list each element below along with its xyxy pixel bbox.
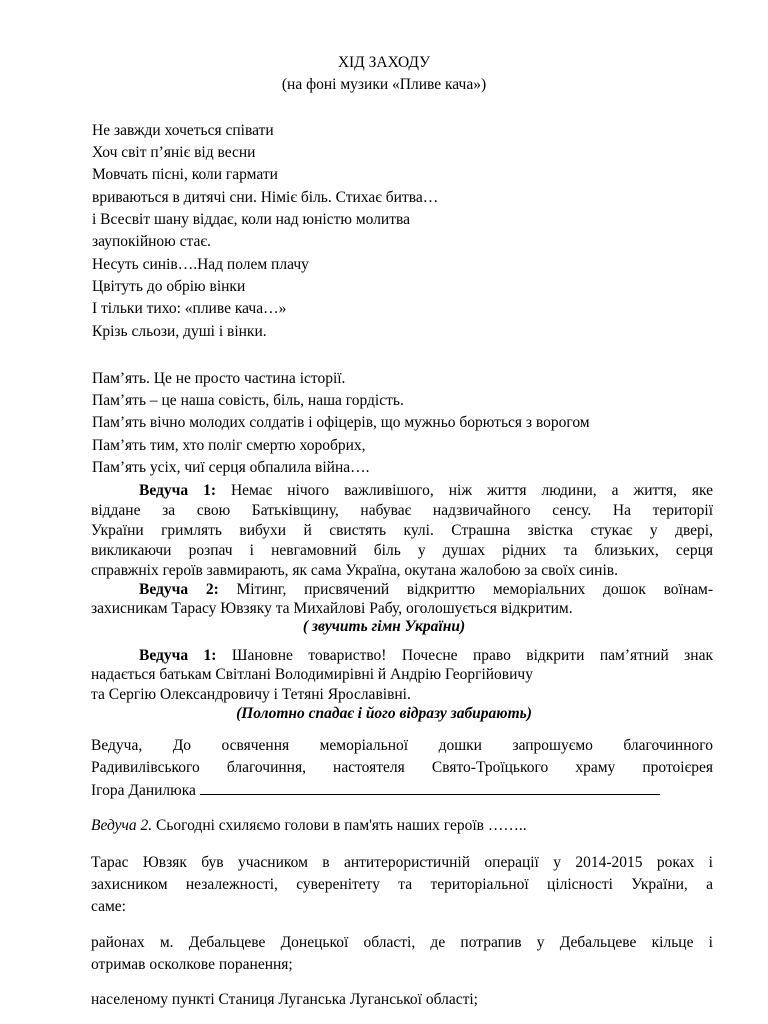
host4-name: Ігора Данилюка (91, 782, 196, 799)
host5-speaker: Ведуча 2. (91, 817, 153, 834)
poem-line: вриваються в дитячі сни. Німіє біль. Стихає битва… (92, 189, 439, 206)
host1-text: Немає нічого важливішого, ніж життя людини, а життя, яке (230, 482, 713, 499)
bio-line: Тарас Ювзяк був учасником в антитерористичній операції у 2014-2015 роках і (91, 854, 713, 871)
host3-first-line (139, 646, 713, 666)
poem-line: Цвітуть до обрію вінки (92, 278, 246, 295)
host1-line: віддане за свою Батьківщину, набуває надзвичайного сенсу. На території (91, 502, 713, 519)
poem-line: Крізь сльози, душі і вінки. (92, 323, 267, 340)
host1-first-line (139, 481, 713, 501)
host1-speaker: Ведуча 1: (139, 482, 216, 499)
host2-line: захисникам Тарасу Ювзяку та Михайлові Рабу, оголошується відкритим. (91, 600, 573, 617)
host4-first-line (91, 736, 713, 756)
poem-line: І тільки тихо: «пливе кача…» (92, 300, 287, 317)
host2-first-line (139, 580, 713, 600)
host1-line: України гримлять вибухи й свистять кулі. Страшна звістка стукає у двері, (91, 522, 713, 539)
host3-line: та Сергію Олександровичу і Тетяні Ярославівні. (91, 686, 411, 703)
bio-line: захисником незалежності, суверенітету та територіальної цілісності України, а (91, 876, 713, 893)
stage-direction-anthem: ( звучить гімн України) (302, 618, 466, 635)
poem-line: Хоч світ п’яніє від весни (92, 144, 256, 161)
host4-text: До освячення меморіальної дошки запрошуємо благочинного (172, 737, 713, 754)
host5-text: Сьогодні схиляємо голови в пам'ять наших героїв …….. (156, 817, 527, 834)
signature-blank-line (200, 780, 660, 795)
page-title: ХІД ЗАХОДУ (337, 54, 431, 71)
host1-line: справжніх героїв завмирають, як сама Україна, окутана жалобою за своїх синів. (91, 562, 618, 579)
poem-line: Мовчать пісні, коли гармати (92, 166, 278, 183)
bio-line: саме: (91, 898, 126, 915)
memory-line: Пам’ять. Це не просто частина історії. (92, 370, 346, 387)
memory-line: Пам’ять вічно молодих солдатів і офіцерів, що мужньо борються з ворогом (92, 414, 590, 431)
page-subtitle: (на фоні музики «Пливе кача») (281, 76, 487, 93)
host3-speaker: Ведуча 1: (139, 647, 217, 664)
stage-direction-cloth: (Полотно спадає і його відразу забирають) (236, 705, 532, 722)
poem-line: Не завжди хочеться співати (92, 122, 274, 139)
host4-line3 (91, 780, 713, 801)
poem-line: Несуть синів….Над полем плачу (92, 256, 309, 273)
host4-line: Радивилівського благочиння, настоятеля Свято-Троїцького храму протоієрея (91, 759, 713, 776)
poem-line: і Всесвіт шану віддає, коли над юністю молитва (92, 211, 410, 228)
place1-line: отримав осколкове поранення; (91, 956, 293, 973)
memory-line: Пам’ять усіх, чиї серця обпалила війна…. (92, 459, 370, 476)
host1-line: викликаючи розпач і невгамовний біль у душах рідних та близьких, серця (91, 542, 713, 559)
host3-line: надається батькам Світлані Володимирівні й Андрію Георгійовичу (91, 666, 533, 683)
host3-text: Шановне товариство! Почесне право відкрити пам’ятний знак (231, 647, 714, 664)
host2-speaker: Ведуча 2: (139, 581, 219, 598)
place1-line: районах м. Дебальцеве Донецької області, де потрапив у Дебальцеве кільце і (91, 934, 713, 951)
place2-line: населеному пункті Станиця Луганська Луганської області; (91, 991, 478, 1008)
host4-speaker: Ведуча, (91, 737, 143, 754)
memory-line: Пам’ять – це наша совість, біль, наша гордість. (92, 392, 404, 409)
host5-line (91, 816, 713, 836)
host2-text: Мітинг, присвячений відкриттю меморіальних дошок воїнам- (236, 581, 713, 598)
poem-line: заупокійною стає. (92, 233, 211, 250)
memory-line: Пам’ять тим, хто поліг смертю хоробрих, (92, 437, 366, 454)
